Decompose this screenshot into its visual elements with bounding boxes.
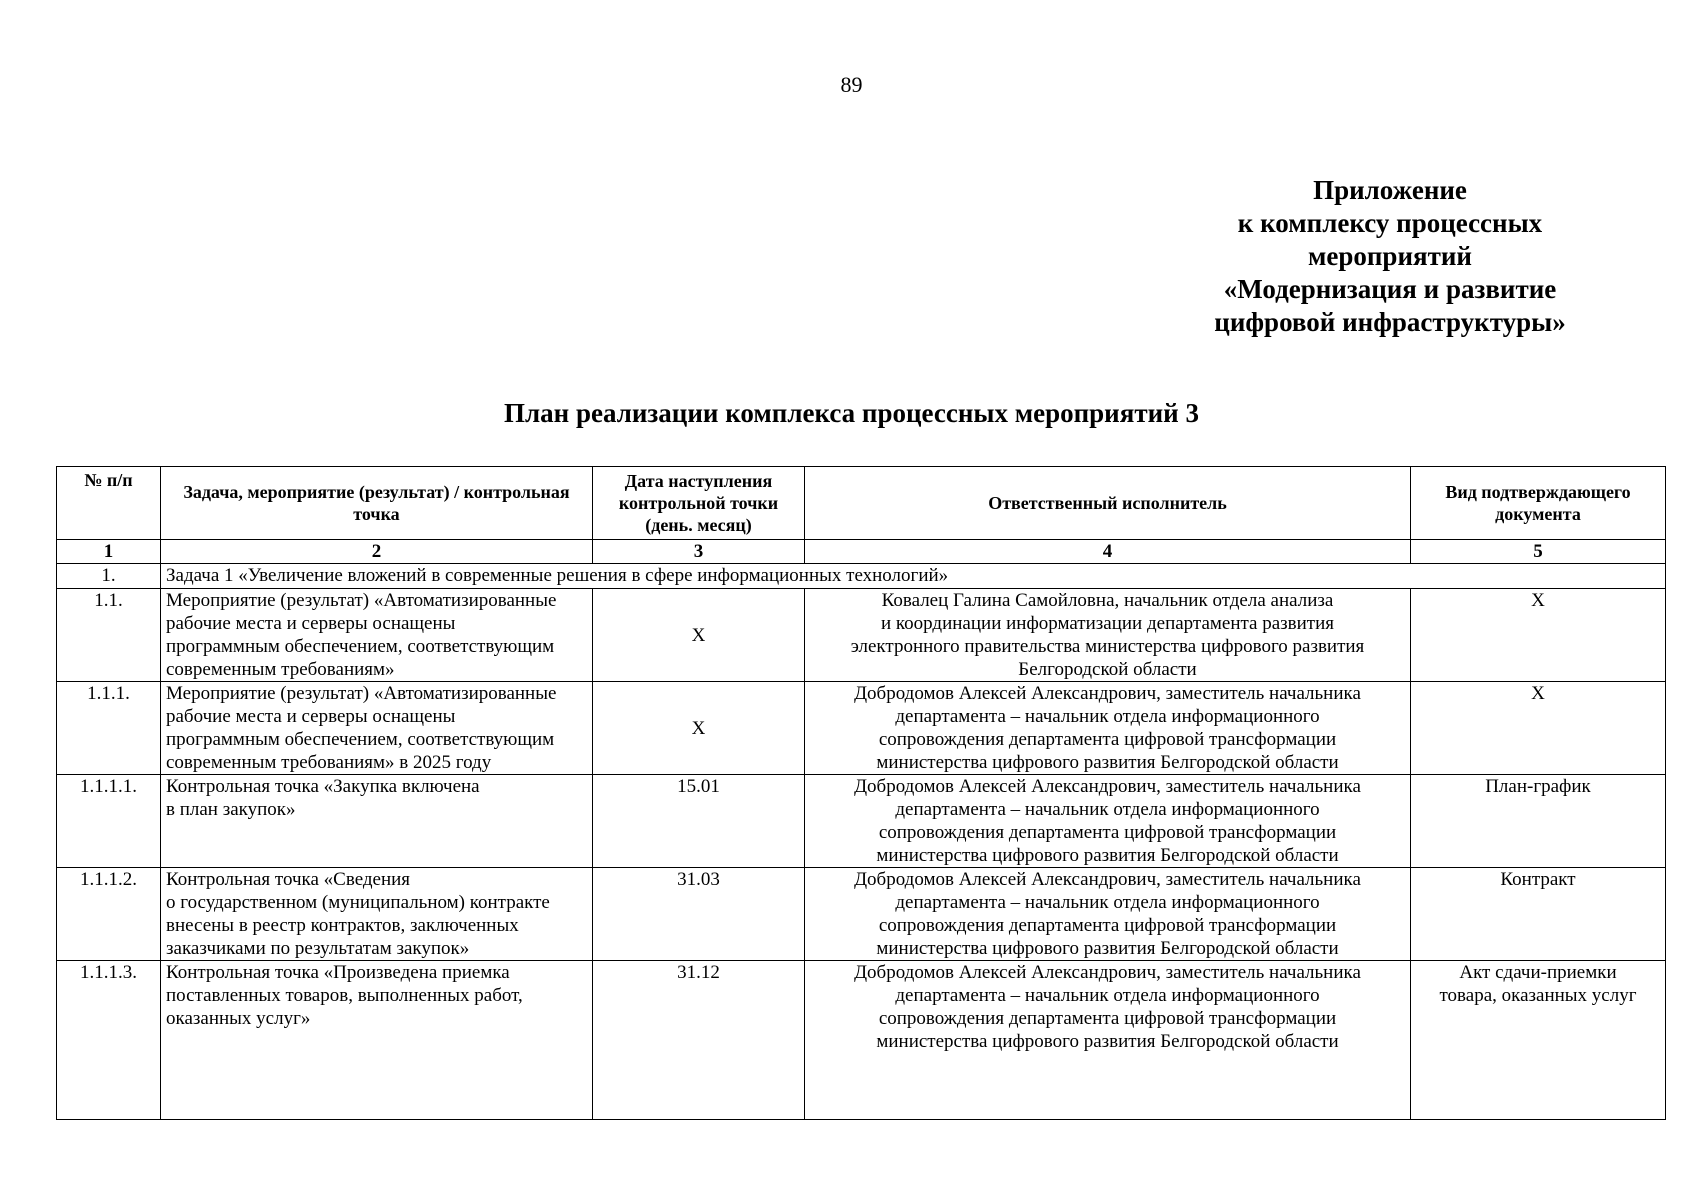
column-number: 3 [593,540,805,564]
row-num: 1.1.1. [57,682,161,775]
row-document: Контракт [1411,868,1666,961]
page-number: 89 [840,72,863,97]
row-responsible: Добродомов Алексей Александрович, заместитель начальника департамента – начальник отдела информационного сопровождения департамента цифровой трансформации министерства цифрового развития Белгородской области [805,868,1411,961]
row-document: Акт сдачи-приемки товара, оказанных услуг [1411,961,1666,1120]
appendix-line: цифровой инфраструктуры» [1214,307,1566,337]
task-row [57,564,1666,589]
row-document: План-график [1411,775,1666,868]
header-num: № п/п [57,467,161,540]
appendix-line: Приложение [1313,175,1467,205]
header-document: Вид подтверждающего документа [1411,467,1666,540]
appendix-heading [1170,174,1610,339]
header-task: Задача, мероприятие (результат) / контрольная точка [161,467,593,540]
table-row [57,961,1666,1120]
row-task: Мероприятие (результат) «Автоматизированные рабочие места и серверы оснащены программным обеспечением, соответствующим современным требованиям» [161,589,593,682]
table-row [57,589,1666,682]
appendix-line: мероприятий [1307,241,1472,271]
row-responsible: Ковалец Галина Самойловна, начальник отдела анализа и координации информатизации департамента развития электронного правительства министерства цифрового развития Белгородской области [805,589,1411,682]
table-row [57,775,1666,868]
task-num: 1. [57,564,161,589]
row-document: X [1411,589,1666,682]
column-number: 1 [57,540,161,564]
row-date: X [593,682,805,775]
row-date: X [593,589,805,682]
row-num: 1.1.1.1. [57,775,161,868]
column-number: 4 [805,540,1411,564]
row-date: 15.01 [593,775,805,868]
header-date: Дата наступления контрольной точки (день. месяц) [593,467,805,540]
task-text: Задача 1 «Увеличение вложений в современные решения в сфере информационных технологий» [161,564,1666,589]
row-num: 1.1.1.3. [57,961,161,1120]
appendix-line: «Модернизация и развитие [1223,274,1557,304]
table-row [57,868,1666,961]
row-num: 1.1.1.2. [57,868,161,961]
row-responsible: Добродомов Алексей Александрович, заместитель начальника департамента – начальник отдела информационного сопровождения департамента цифровой трансформации министерства цифрового развития Белгородской области [805,682,1411,775]
table-row [57,682,1666,775]
column-number: 5 [1411,540,1666,564]
table-header-row [57,467,1666,540]
row-date: 31.12 [593,961,805,1120]
row-date: 31.03 [593,868,805,961]
row-num: 1.1. [57,589,161,682]
row-task: Контрольная точка «Произведена приемка поставленных товаров, выполненных работ, оказанных услуг» [161,961,593,1120]
column-number: 2 [161,540,593,564]
row-task: Контрольная точка «Сведения о государственном (муниципальном) контракте внесены в реестр контрактов, заключенных заказчиками по результатам закупок» [161,868,593,961]
row-responsible: Добродомов Алексей Александрович, заместитель начальника департамента – начальник отдела информационного сопровождения департамента цифровой трансформации министерства цифрового развития Белгородской области [805,961,1411,1120]
row-task: Мероприятие (результат) «Автоматизированные рабочие места и серверы оснащены программным обеспечением, соответствующим современным требованиям» в 2025 году [161,682,593,775]
header-responsible: Ответственный исполнитель [805,467,1411,540]
row-document: X [1411,682,1666,775]
row-responsible: Добродомов Алексей Александрович, заместитель начальника департамента – начальник отдела информационного сопровождения департамента цифровой трансформации министерства цифрового развития Белгородской области [805,775,1411,868]
plan-title: План реализации комплекса процессных мероприятий 3 [504,398,1199,428]
plan-table [56,466,1666,1120]
appendix-line: к комплексу процессных [1237,208,1543,238]
row-task: Контрольная точка «Закупка включена в план закупок» [161,775,593,868]
column-numbers-row [57,540,1666,564]
